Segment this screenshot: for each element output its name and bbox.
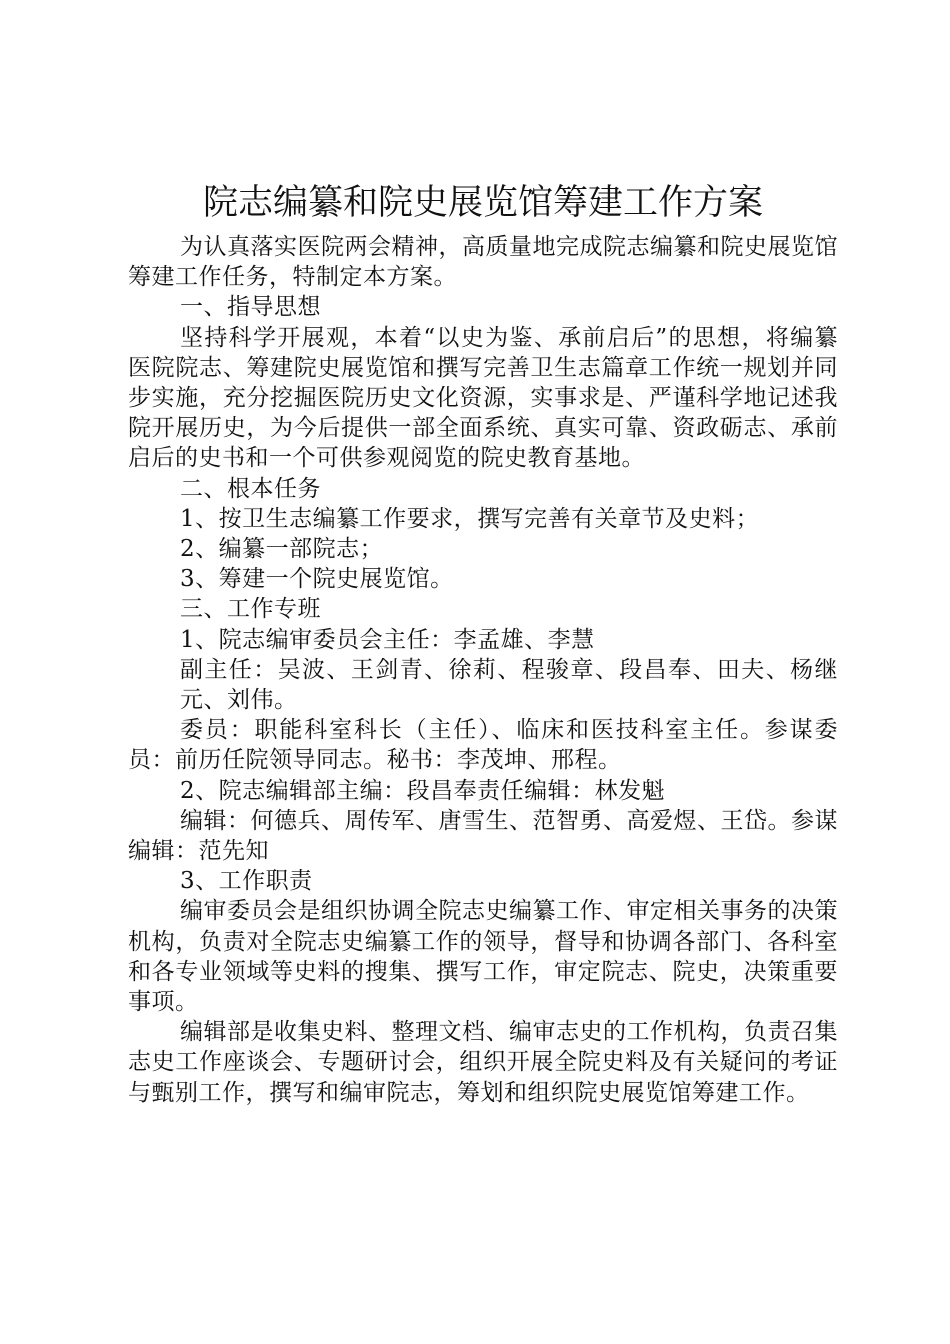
committee-director: 1、院志编审委员会主任：李孟雄、李慧 [180,626,595,653]
committee-deputy-director: 副主任：吴波、王剑青、徐莉、程骏章、段昌奉、田夫、杨继元、刘伟。 [180,656,838,714]
document-title: 院志编纂和院史展览馆筹建工作方案 [202,183,763,223]
document-page [128,178,838,1108]
paragraph-intro: 为认真落实医院两会精神，高质量地完成院志编纂和院史展览馆筹建工作任务，特制定本方案。 [128,234,838,291]
paragraph-guiding-thought: 坚持科学开展观，本着“以史为鉴、承前启后”的思想，将编纂医院院志、筹建院史展览馆和撰写完善卫生志篇章工作统一规划并同步实施，充分挖掘医院历史文化资源，实事求是、严谨科学地记述我院开展历史，为今后提供一部全面系统、真实可靠、资政砺志、承前启后的史书和一个可供参观阅览的院史教育基地。 [128,324,838,472]
task-item-1: 1、按卫生志编纂工作要求，撰写完善有关章节及史料； [180,505,760,532]
editorial-chief: 2、院志编辑部主编：段昌奉责任编辑：林发魁 [180,777,666,804]
committee-members: 委员：职能科室科长（主任）、临床和医技科室主任。参谋委员：前历任院领导同志。秘书：李茂坤、邢程。 [128,717,838,774]
section-heading-basic-tasks: 二、根本任务 [180,475,321,502]
section-heading-guiding-thought: 一、指导思想 [180,294,321,321]
section-heading-responsibilities: 3、工作职责 [180,868,313,895]
document-body [128,232,838,1108]
task-item-2: 2、编纂一部院志； [180,536,384,563]
section-heading-work-team: 三、工作专班 [180,596,321,623]
task-item-3: 3、筹建一个院史展览馆。 [180,566,454,593]
paragraph-editorial-duties: 编辑部是收集史料、整理文档、编审志史的工作机构，负责召集志史工作座谈会、专题研讨会，组织开展全院史料及有关疑问的考证与甄别工作，撰写和编审院志，筹划和组织院史展览馆筹建工作。 [128,1019,838,1106]
editorial-editors: 编辑：何德兵、周传军、唐雪生、范智勇、高爱煜、王岱。参谋编辑：范先知 [128,807,838,865]
paragraph-committee-duties: 编审委员会是组织协调全院志史编纂工作、审定相关事务的决策机构，负责对全院志史编纂工作的领导，督导和协调各部门、各科室和各专业领域等史料的搜集、撰写工作，审定院志、院史，决策重要事项。 [128,898,838,1016]
